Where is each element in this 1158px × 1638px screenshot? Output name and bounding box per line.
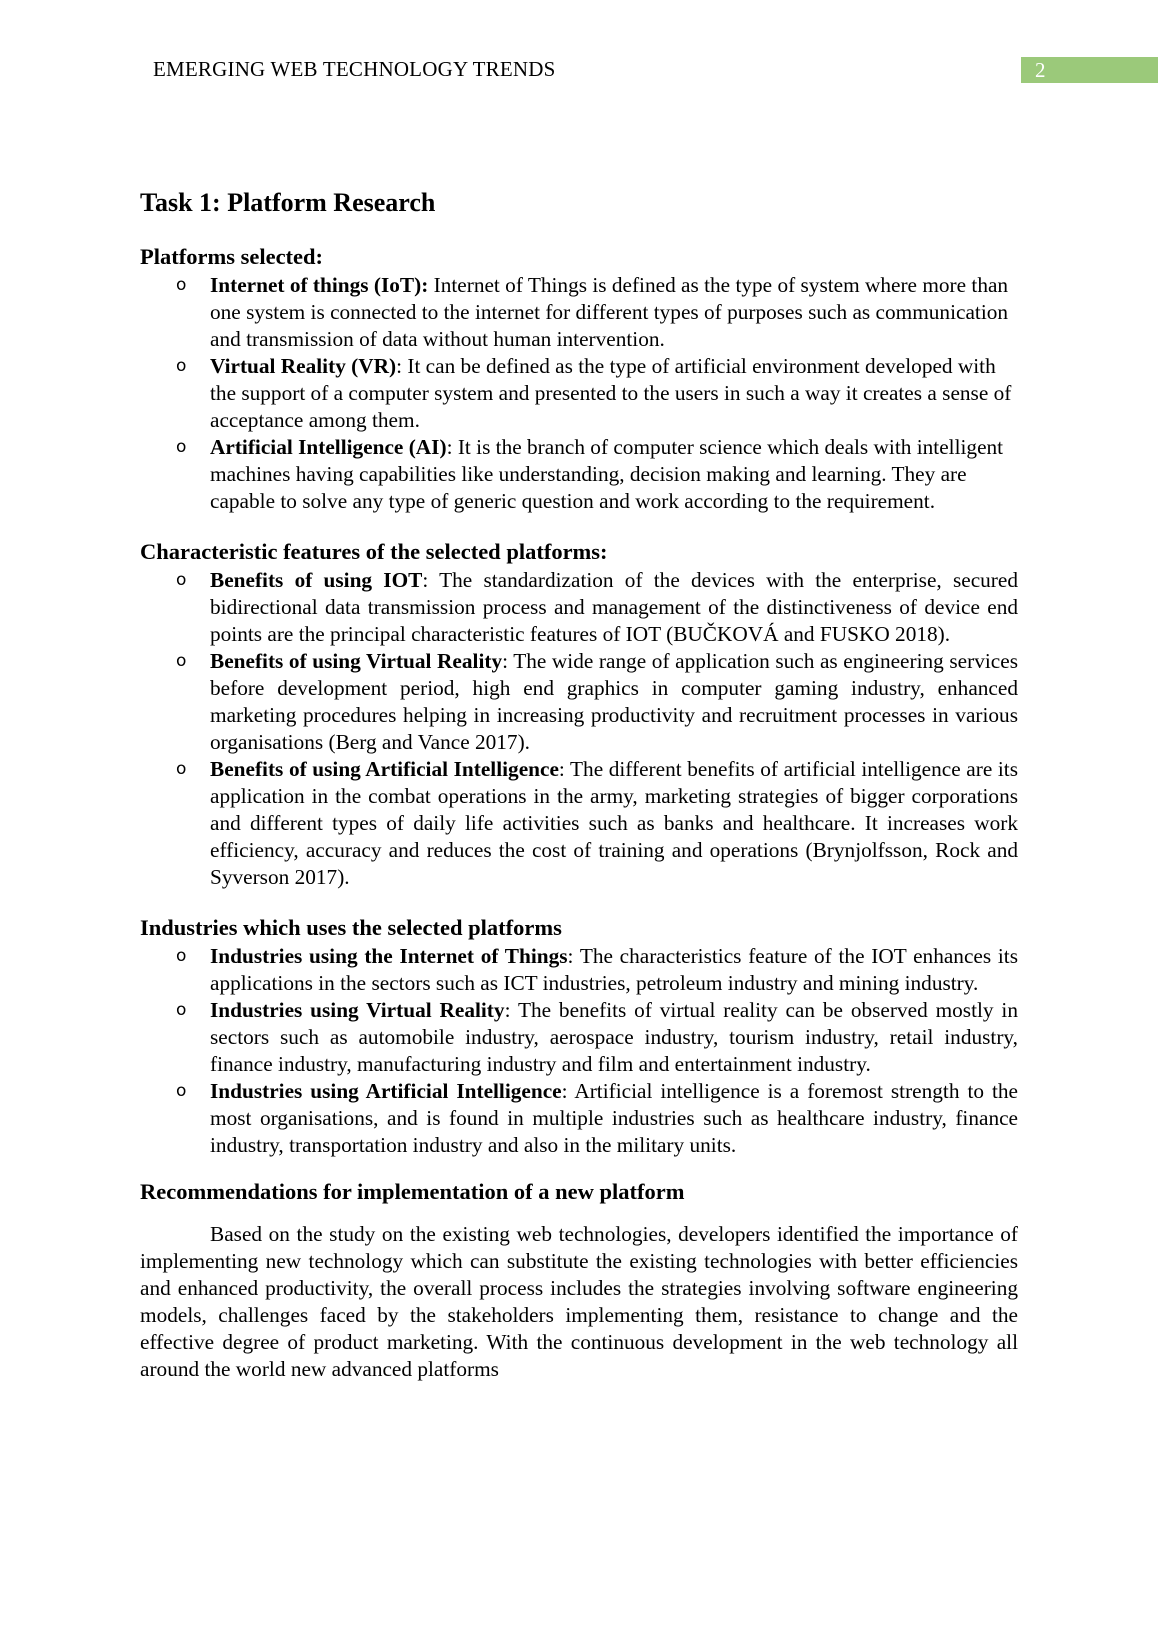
running-header-title: EMERGING WEB TECHNOLOGY TRENDS: [153, 57, 556, 81]
section-heading-recommendations: Recommendations for implementation of a new platform: [140, 1179, 685, 1204]
list-item: [140, 648, 1018, 756]
item-term: Industries using Artificial Intelligence: [210, 1079, 562, 1103]
section-heading-industries: Industries which uses the selected platforms: [140, 915, 562, 940]
characteristics-list: [140, 567, 1018, 891]
circle-bullet-icon: o: [176, 570, 187, 590]
list-item: [140, 997, 1018, 1078]
item-text: : The benefits of virtual reality can be observed mostly in sectors such as automobile industry, aerospace industry, tourism industry, retail industry, finance industry, manufacturing industry and film and entertainment industry.: [210, 998, 1018, 1076]
circle-bullet-icon: o: [176, 437, 187, 457]
section-platforms: [140, 242, 1018, 515]
item-text: : Artificial intelligence is a foremost strength to the most organisations, and is found in multiple industries such as healthcare industry, finance industry, transportation industry and also in the military units.: [210, 1079, 1018, 1157]
item-term: Benefits of using Virtual Reality: [210, 649, 503, 673]
section-heading-platforms: Platforms selected:: [140, 244, 324, 269]
item-term: Internet of things (IoT):: [210, 273, 429, 297]
item-term: Industries using Virtual Reality: [210, 998, 505, 1022]
item-text: : The standardization of the devices with the enterprise, secured bidirectional data transmission process and management of the distinctiveness of device end points are the principal characteristic features of IOT (BUČKOVÁ and FUSKO 2018).: [210, 568, 1018, 646]
recommendations-paragraph: Based on the study on the existing web technologies, developers identified the importance of implementing new technology which can substitute the existing technologies with better efficiencies and enhanced productivity, the overall process includes the strategies involving software engineering models, challenges faced by the stakeholders implementing them, resistance to change and the effective degree of product marketing. With the continuous development in the web technology all around the world new advanced platforms: [140, 1222, 1018, 1381]
platforms-list: [140, 272, 1018, 515]
list-item: [140, 943, 1018, 997]
item-term: Benefits of using IOT: [210, 568, 423, 592]
page-number-badge: 2: [1021, 57, 1158, 83]
list-item: [140, 567, 1018, 648]
item-text: : The characteristics feature of the IOT enhances its applications in the sectors such as ICT industries, petroleum industry and mining industry.: [210, 944, 1018, 995]
document-body: [140, 186, 1018, 1383]
list-item: [140, 353, 1018, 434]
circle-bullet-icon: o: [176, 759, 187, 779]
list-item: [140, 272, 1018, 353]
list-item: [140, 434, 1018, 515]
section-recommendations: [140, 1177, 1018, 1383]
item-term: Artificial Intelligence (AI): [210, 435, 447, 459]
item-term: Industries using the Internet of Things: [210, 944, 568, 968]
industries-list: [140, 943, 1018, 1159]
circle-bullet-icon: o: [176, 1000, 187, 1020]
section-industries: [140, 913, 1018, 1159]
item-text: : The different benefits of artificial intelligence are its application in the combat operations in the army, marketing strategies of bigger corporations and different types of daily life activities such as banks and healthcare. It increases work efficiency, accuracy and reduces the cost of training and operations (Brynjolfsson, Rock and Syverson 2017).: [210, 757, 1018, 889]
circle-bullet-icon: o: [176, 275, 187, 295]
item-term: Benefits of using Artificial Intelligence: [210, 757, 559, 781]
item-text: : It is the branch of computer science which deals with intelligent machines having capabilities like understanding, decision making and learning. They are capable to solve any type of generic question and work according to the requirement.: [210, 435, 1004, 513]
circle-bullet-icon: o: [176, 1081, 187, 1101]
section-characteristics: [140, 537, 1018, 891]
item-term: Virtual Reality (VR): [210, 354, 397, 378]
item-text: : The wide range of application such as engineering services before development period, high end graphics in computer gaming industry, enhanced marketing procedures helping in increasing productivity and recruitment processes in various organisations (Berg and Vance 2017).: [210, 649, 1018, 754]
circle-bullet-icon: o: [176, 946, 187, 966]
section-heading-characteristics: Characteristic features of the selected platforms:: [140, 539, 608, 564]
item-text: : It can be defined as the type of artificial environment developed with the support of a computer system and presented to the users in such a way it creates a sense of acceptance among them.: [210, 354, 1012, 432]
item-text: Internet of Things is defined as the type of system where more than one system is connected to the internet for different types of purposes such as communication and transmission of data without human intervention.: [210, 273, 1009, 351]
task-title: Task 1: Platform Research: [140, 188, 436, 217]
circle-bullet-icon: o: [176, 651, 187, 671]
list-item: [140, 1078, 1018, 1159]
circle-bullet-icon: o: [176, 356, 187, 376]
list-item: [140, 756, 1018, 891]
